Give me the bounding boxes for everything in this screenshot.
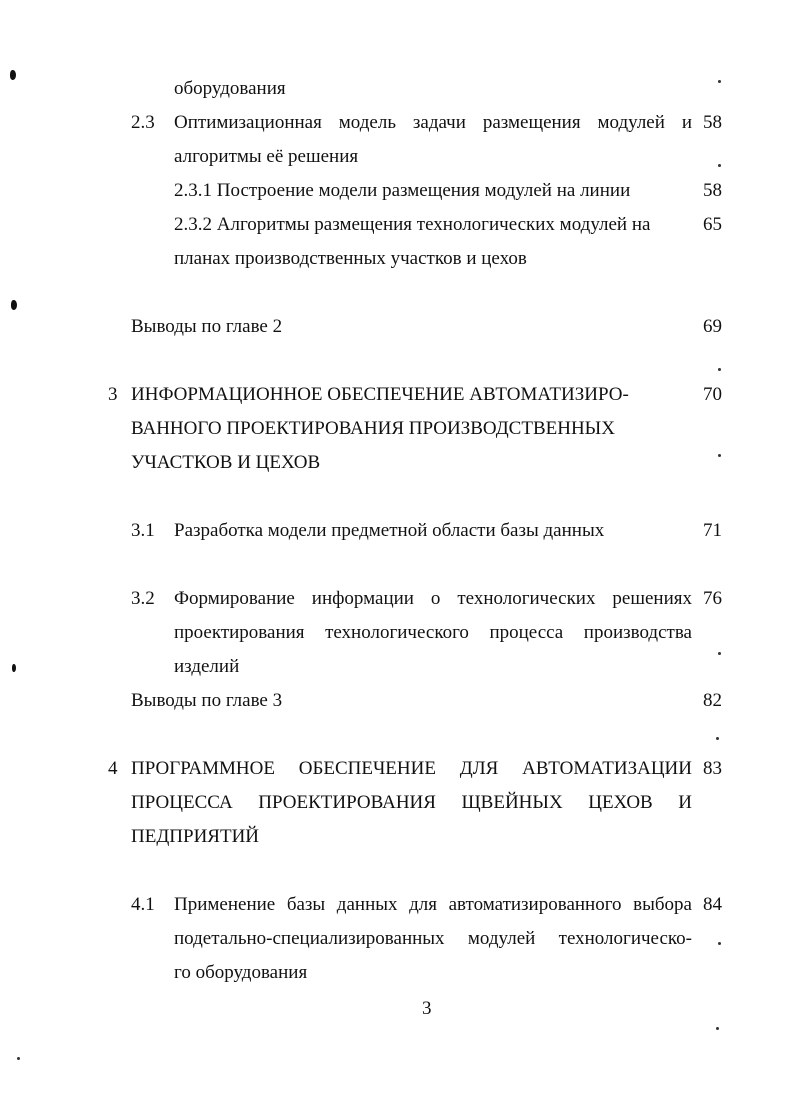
- toc-conclusions-chapter-2: Выводы по главе 2: [131, 316, 283, 337]
- toc-page-2-3: 58: [703, 112, 722, 133]
- page-number: 3: [422, 998, 432, 1019]
- scan-dot: [718, 368, 721, 371]
- scan-dot: [718, 454, 721, 457]
- toc-entry-4-1-line1: Применение базы данных для автоматизированного выбора: [174, 894, 692, 915]
- toc-chapter-4-line1: ПРОГРАММНОЕ ОБЕСПЕЧЕНИЕ ДЛЯ АВТОМАТИЗАЦИИ: [131, 758, 692, 779]
- toc-entry-2-3-1: 2.3.1 Построение модели размещения модулей на линии: [174, 180, 631, 201]
- toc-entry-2-3-line2: алгоритмы её решения: [174, 146, 359, 167]
- scan-mark: [10, 70, 16, 80]
- toc-entry-4-1-line2: подетально-специализированных модулей технологическо-: [174, 928, 692, 949]
- scan-dot: [718, 80, 721, 83]
- toc-page-4-1: 84: [703, 894, 722, 915]
- toc-page-chapter-3: 70: [703, 384, 722, 405]
- toc-chapter-4-line2: ПРОЦЕССА ПРОЕКТИРОВАНИЯ ЩВЕЙНЫХ ЦЕХОВ И: [131, 792, 692, 813]
- toc-page-3-1: 71: [703, 520, 722, 541]
- toc-entry-2-2-continuation: оборудования: [174, 78, 286, 99]
- toc-page-conclusions-2: 69: [703, 316, 722, 337]
- toc-conclusions-chapter-3: Выводы по главе 3: [131, 690, 283, 711]
- toc-chapter-number-3: 3: [108, 384, 118, 405]
- toc-page-3-2: 76: [703, 588, 722, 609]
- scan-dot: [718, 164, 721, 167]
- scan-mark: [11, 300, 17, 310]
- scan-dot: [716, 1027, 719, 1030]
- scan-dot: [718, 942, 721, 945]
- toc-page-chapter-4: 83: [703, 758, 722, 779]
- scan-dot: [718, 652, 721, 655]
- scan-mark: [12, 664, 16, 672]
- toc-chapter-number-4: 4: [108, 758, 118, 779]
- toc-page-2-3-1: 58: [703, 180, 722, 201]
- toc-entry-3-2-line3: изделий: [174, 656, 240, 677]
- toc-chapter-3-line1: ИНФОРМАЦИОННОЕ ОБЕСПЕЧЕНИЕ АВТОМАТИЗИРО-: [131, 384, 629, 405]
- toc-number-4-1: 4.1: [131, 894, 155, 915]
- toc-entry-2-3-line1: Оптимизационная модель задачи размещения модулей и: [174, 112, 692, 133]
- toc-number-3-1: 3.1: [131, 520, 155, 541]
- toc-number-2-3: 2.3: [131, 112, 155, 133]
- toc-chapter-3-line3: УЧАСТКОВ И ЦЕХОВ: [131, 452, 321, 473]
- scan-dot: [716, 737, 719, 740]
- toc-entry-3-1: Разработка модели предметной области базы данных: [174, 520, 605, 541]
- toc-page-conclusions-3: 82: [703, 690, 722, 711]
- toc-entry-3-2-line2: проектирования технологического процесса производства: [174, 622, 692, 643]
- toc-entry-4-1-line3: го оборудования: [174, 962, 308, 983]
- toc-number-3-2: 3.2: [131, 588, 155, 609]
- toc-entry-2-3-2-line2: планах производственных участков и цехов: [174, 248, 527, 269]
- toc-entry-3-2-line1: Формирование информации о технологических решениях: [174, 588, 692, 609]
- toc-page-2-3-2: 65: [703, 214, 722, 235]
- toc-entry-2-3-2-line1: 2.3.2 Алгоритмы размещения технологических модулей на: [174, 214, 651, 235]
- toc-chapter-3-line2: ВАННОГО ПРОЕКТИРОВАНИЯ ПРОИЗВОДСТВЕННЫХ: [131, 418, 615, 439]
- scan-dot: [17, 1057, 20, 1060]
- toc-chapter-4-line3: ПЕДПРИЯТИЙ: [131, 826, 260, 847]
